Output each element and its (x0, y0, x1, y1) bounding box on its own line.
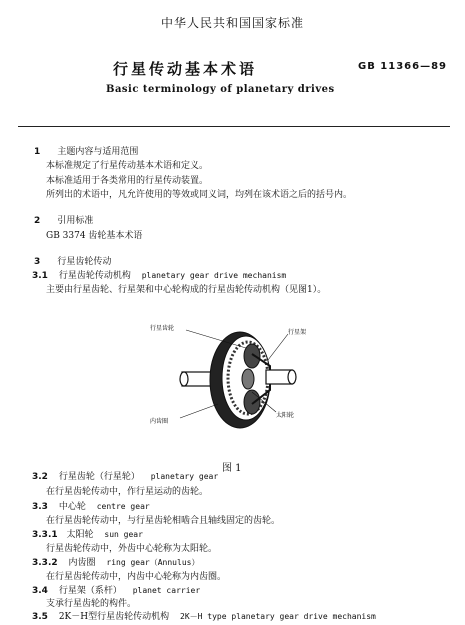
section-number: 1 (34, 147, 41, 157)
term-number: 3.5 (32, 612, 48, 622)
section-title: 行星齿轮传动 (57, 257, 112, 267)
planet-gear (244, 344, 260, 368)
term-name: 2K－H型行星齿轮传动机构 (58, 612, 170, 622)
term-english: planetary gear drive mechanism (141, 271, 287, 280)
term-3-3-2 (32, 555, 199, 568)
term-number: 3.4 (32, 586, 48, 596)
term-3-5 (32, 609, 376, 622)
term-3-3 (32, 499, 150, 512)
section-2-heading (34, 208, 93, 227)
section-title: 主题内容与适用范围 (57, 147, 139, 157)
section-1-heading (34, 139, 138, 158)
term-definition: 在行星齿轮传动中，内齿中心轮称为内齿圈。 (46, 572, 227, 582)
term-english: ring gear（Annulus） (106, 558, 200, 567)
term-name: 中心轮 (58, 502, 86, 512)
paragraph: 本标准规定了行星传动基本术语和定义。 (46, 161, 209, 171)
paragraph: 本标准适用于各类常用的行星传动装置。 (46, 176, 209, 186)
planet-gear (244, 390, 260, 414)
term-number: 3.3.2 (32, 558, 58, 568)
section-title: 引用标准 (57, 216, 94, 226)
term-3-2 (32, 469, 218, 482)
term-name: 太阳轮 (66, 530, 94, 540)
sun-gear (242, 369, 254, 389)
section-number: 2 (34, 216, 41, 226)
term-definition: 支承行星齿轮的构件。 (46, 599, 137, 609)
planetary-gear-illustration (148, 320, 328, 438)
planetary-gear-figure (148, 320, 328, 438)
term-name: 行星齿轮传动机构 (58, 271, 131, 281)
term-name: 内齿圈 (68, 558, 96, 568)
english-title: Basic terminology of planetary drives (106, 84, 335, 95)
standard-organization: 中华人民共和国国家标准 (160, 16, 304, 30)
standard-code: GB 11366—89 (358, 61, 448, 72)
label-planet-gear: 行星齿轮 (150, 325, 175, 332)
term-number: 3.3 (32, 502, 48, 512)
term-number: 3.2 (32, 472, 48, 482)
header-divider (18, 126, 450, 127)
term-definition: 主要由行星齿轮、行星架和中心轮构成的行星齿轮传动机构（见图1）。 (46, 285, 327, 295)
section-3-heading (34, 249, 111, 268)
term-english: planet carrier (132, 586, 201, 595)
label-ring-gear: 内齿圈 (150, 418, 169, 425)
document-title: 行星传动基本术语 (113, 60, 258, 78)
term-number: 3.3.1 (32, 530, 58, 540)
reference: GB 3374 齿轮基本术语 (46, 231, 143, 241)
term-3-1 (32, 268, 286, 281)
term-3-3-1 (32, 527, 143, 540)
term-english: planetary gear (150, 472, 219, 481)
section-number: 3 (34, 257, 41, 267)
leader-line (180, 404, 218, 418)
paragraph: 所列出的术语中，凡允许使用的等效或同义词，均列在该术语之后的括号内。 (46, 190, 353, 200)
leader-line (268, 334, 288, 360)
term-name: 行星架（系杆） (58, 586, 122, 596)
term-definition: 在行星齿轮传动中，作行星运动的齿轮。 (46, 487, 209, 497)
term-definition: 在行星齿轮传动中，与行星齿轮相啮合且轴线固定的齿轮。 (46, 516, 281, 526)
term-english: centre gear (96, 502, 150, 511)
term-english: sun gear (104, 530, 143, 539)
label-sun-gear: 太阳轮 (276, 412, 295, 419)
shaft-end (180, 372, 188, 386)
term-english: 2K－H type planetary gear drive mechanism (180, 612, 376, 621)
term-definition: 行星齿轮传动中，外齿中心轮称为太阳轮。 (46, 544, 218, 554)
figure-caption: 图 1 (222, 463, 242, 474)
term-3-4 (32, 583, 200, 596)
term-number: 3.1 (32, 271, 48, 281)
term-name: 行星齿轮（行星轮） (58, 472, 140, 482)
output-shaft-end (288, 370, 296, 384)
label-carrier: 行星架 (288, 329, 307, 336)
